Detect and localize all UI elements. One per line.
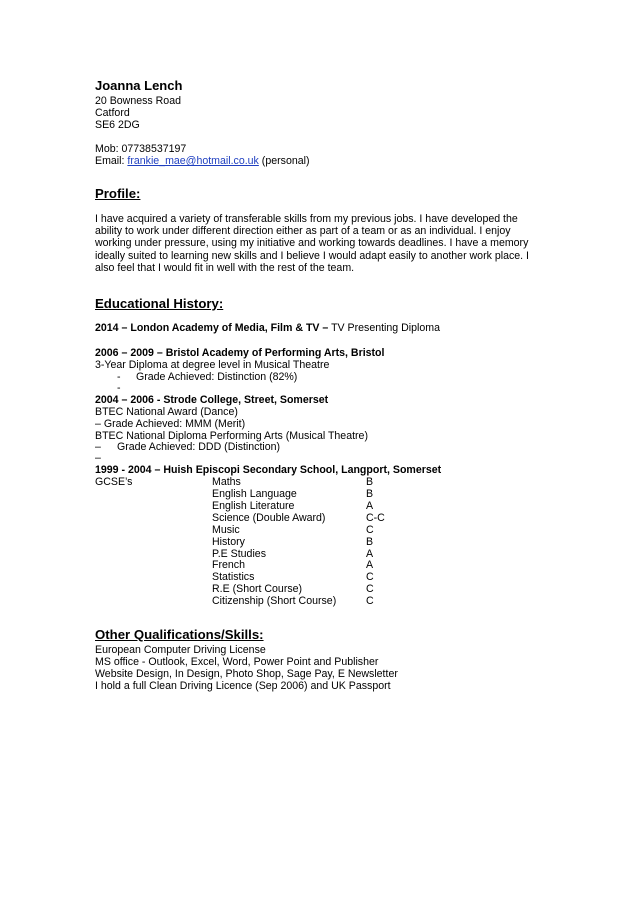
education-entry-london	[95, 322, 440, 334]
email-note: (personal)	[258, 155, 310, 167]
gcse-grade: C	[366, 571, 374, 583]
qualification-item: MS office - Outlook, Excel, Word, Power Point and Publisher	[95, 656, 379, 668]
gcse-subject: R.E (Short Course)	[212, 583, 303, 595]
gcse-grade: B	[366, 476, 374, 488]
gcse-subject: French	[212, 559, 245, 571]
bristol-grade: Grade Achieved: Distinction (82%)	[136, 371, 298, 383]
education-entry-huish: 1999 - 2004 – Huish Episcopi Secondary School, Langport, Somerset	[95, 464, 442, 476]
gcse-grade: C	[366, 524, 374, 536]
profile-line: also feel that I would fit in well with the rest of the team.	[95, 261, 355, 274]
profile-line: I have acquired a variety of transferable skills from my previous jobs. I have developed the	[95, 213, 518, 225]
strode-grade-2: Grade Achieved: DDD (Distinction)	[117, 441, 281, 453]
education-entry-bristol: 2006 – 2009 – Bristol Academy of Performing Arts, Bristol	[95, 347, 385, 359]
gcse-subject: Music	[212, 524, 240, 536]
gcse-subject: Maths	[212, 476, 241, 488]
strode-bullet: –	[95, 441, 101, 453]
mobile-number: Mob: 07738537197	[95, 143, 187, 155]
postcode: SE6 2DG	[95, 119, 140, 131]
gcse-grade: B	[366, 536, 374, 548]
profile-line: ideally suited to learning new skills and I believe I would adapt easily to another work place. I	[95, 249, 530, 262]
profile-line: working under pressure, using my initiative and working towards deadlines. I have a memory	[95, 237, 529, 250]
gcse-label: GCSE’s	[95, 476, 133, 488]
london-course: TV Presenting Diploma	[328, 322, 440, 334]
profile-line: ability to work under different direction either as part of a team or as an individual. I enjoy	[95, 225, 511, 238]
gcse-subject: English Literature	[212, 500, 295, 512]
strode-course-2: BTEC National Diploma Performing Arts (Musical Theatre)	[95, 430, 368, 442]
london-title: 2014 – London Academy of Media, Film & TV –	[95, 322, 329, 334]
gcse-subject: P.E Studies	[212, 548, 266, 560]
strode-course-1: BTEC National Award (Dance)	[95, 406, 238, 418]
candidate-name: Joanna Lench	[95, 78, 183, 93]
education-heading: Educational History:	[95, 296, 224, 311]
other-qualifications-heading: Other Qualifications/Skills:	[95, 627, 264, 642]
gcse-grade: A	[366, 559, 374, 571]
qualification-item: I hold a full Clean Driving Licence (Sep 2006) and UK Passport	[95, 680, 391, 692]
bristol-empty-bullet: -	[117, 382, 121, 394]
bristol-bullet: -	[117, 371, 121, 383]
education-entry-strode: 2004 – 2006 - Strode College, Street, Somerset	[95, 394, 329, 406]
bristol-course: 3-Year Diploma at degree level in Musical Theatre	[95, 359, 330, 371]
gcse-subject: Statistics	[212, 571, 255, 583]
gcse-subject: Science (Double Award)	[212, 512, 326, 524]
email-link[interactable]: frankie_mae@hotmail.co.uk	[127, 155, 259, 167]
gcse-grade: C	[366, 595, 374, 607]
qualification-item: Website Design, In Design, Photo Shop, Sage Pay, E Newsletter	[95, 668, 398, 680]
gcse-subject: Citizenship (Short Course)	[212, 595, 337, 607]
gcse-grade: A	[366, 500, 374, 512]
gcse-grade: A	[366, 548, 374, 560]
gcse-subject: History	[212, 536, 245, 548]
gcse-grade: B	[366, 488, 374, 500]
profile-paragraph	[95, 213, 545, 274]
address-line-2: Catford	[95, 107, 130, 119]
email-line	[95, 155, 310, 167]
gcse-subject: English Language	[212, 488, 297, 500]
gcse-grade: C	[366, 583, 374, 595]
address-line-1: 20 Bowness Road	[95, 95, 181, 107]
gcse-grade: C-C	[366, 512, 385, 524]
strode-empty-bullet: –	[95, 452, 101, 464]
profile-heading: Profile:	[95, 186, 141, 201]
email-label: Email:	[95, 155, 128, 167]
strode-grade-1: – Grade Achieved: MMM (Merit)	[95, 418, 246, 430]
qualification-item: European Computer Driving License	[95, 644, 266, 656]
